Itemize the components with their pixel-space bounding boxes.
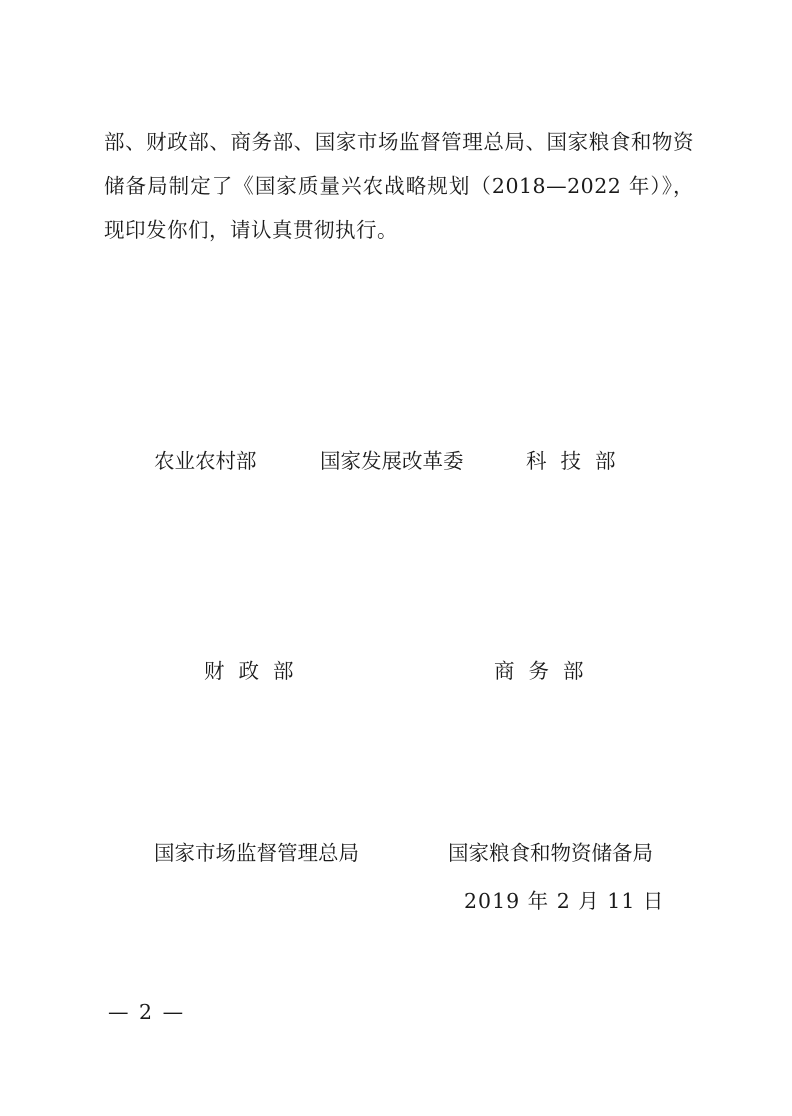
signatory-commerce: 商务部 — [494, 659, 598, 683]
body-paragraph: 部、财政部、商务部、国家市场监督管理总局、国家粮食和物资储备局制定了《国家质量兴农战略规划（2018—2022 年）》，现印发你们，请认真贯彻执行。 — [104, 130, 694, 242]
page-number: — 2 — — [108, 1000, 186, 1024]
body-paragraph-block — [104, 120, 694, 252]
signatory-grain-reserves: 国家粮食和物资储备局 — [448, 841, 653, 865]
signatory-agriculture: 农业农村部 — [154, 449, 257, 473]
signatory-most: 科技部 — [526, 449, 630, 473]
signatory-ndrc: 国家发展改革委 — [320, 449, 464, 473]
document-date: 2019 年 2 月 11 日 — [464, 889, 665, 913]
signatory-finance: 财政部 — [204, 659, 308, 683]
signatory-samr: 国家市场监督管理总局 — [154, 841, 359, 865]
